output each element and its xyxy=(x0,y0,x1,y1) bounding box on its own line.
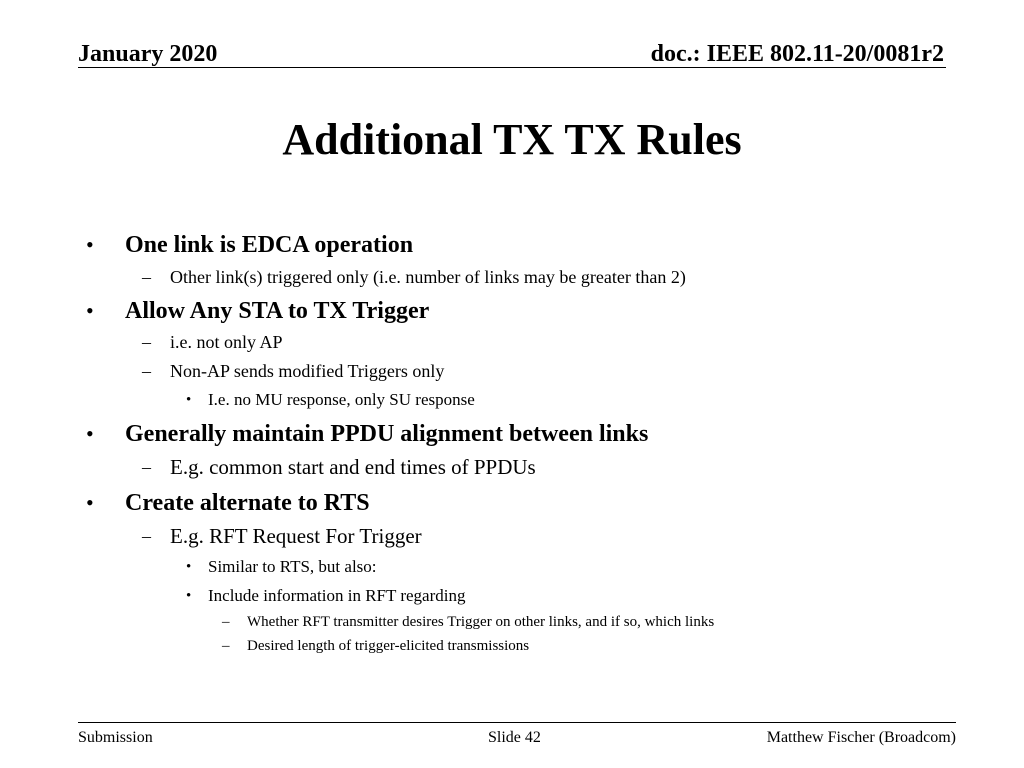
slide-title: Additional TX TX Rules xyxy=(282,115,742,164)
level4-bullet-marker: – xyxy=(222,614,230,630)
sub-bullet-marker: – xyxy=(142,267,151,287)
bullet-alternate-rts: Create alternate to RTS xyxy=(125,490,370,516)
sub-bullet-marker: – xyxy=(142,332,151,352)
footer-slide-number: Slide 42 xyxy=(488,729,541,746)
header-doc-id: doc.: IEEE 802.11-20/0081r2 xyxy=(650,41,944,67)
bullet-edca-operation: One link is EDCA operation xyxy=(125,232,414,258)
footer-submission: Submission xyxy=(78,729,153,746)
bullet-marker: • xyxy=(86,421,94,446)
level4-bullet-other-links-trigger: Whether RFT transmitter desires Trigger on other links, and if so, which links xyxy=(247,614,715,630)
sub-sub-bullet-marker: • xyxy=(186,559,192,575)
sub-bullet-other-links: Other link(s) triggered only (i.e. number of links may be greater than 2) xyxy=(170,267,686,287)
sub-sub-bullet-su-response: I.e. no MU response, only SU response xyxy=(208,390,475,409)
sub-sub-bullet-similar-rts: Similar to RTS, but also: xyxy=(208,557,377,576)
sub-bullet-marker: – xyxy=(142,457,151,477)
header-date: January 2020 xyxy=(78,41,218,67)
bullet-marker: • xyxy=(86,490,94,515)
level4-bullet-desired-length: Desired length of trigger-elicited transmissions xyxy=(247,638,530,654)
bullet-marker: • xyxy=(86,232,94,257)
sub-sub-bullet-marker: • xyxy=(186,392,192,408)
sub-bullet-common-times: E.g. common start and end times of PPDUs xyxy=(170,455,536,479)
sub-bullet-marker: – xyxy=(142,526,151,546)
sub-bullet-non-ap-triggers: Non-AP sends modified Triggers only xyxy=(170,361,445,381)
bullet-marker: • xyxy=(86,298,94,323)
sub-bullet-marker: – xyxy=(142,361,151,381)
footer-author: Matthew Fischer (Broadcom) xyxy=(766,729,956,746)
footer-divider xyxy=(78,722,956,723)
sub-sub-bullet-marker: • xyxy=(186,588,192,604)
sub-bullet-not-only-ap: i.e. not only AP xyxy=(170,332,283,352)
level4-bullet-marker: – xyxy=(222,638,230,654)
sub-bullet-rft: E.g. RFT Request For Trigger xyxy=(170,524,422,548)
bullet-ppdu-alignment: Generally maintain PPDU alignment between links xyxy=(125,421,649,447)
sub-sub-bullet-include-info: Include information in RFT regarding xyxy=(208,586,466,605)
bullet-any-sta-trigger: Allow Any STA to TX Trigger xyxy=(125,298,430,324)
